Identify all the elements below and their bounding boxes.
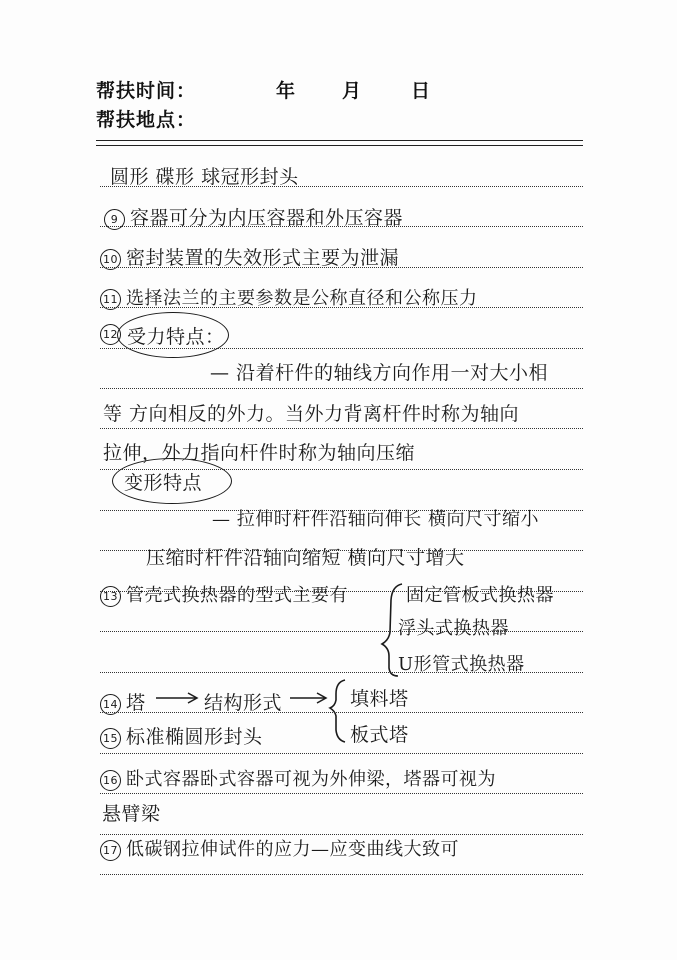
note-item-9	[104, 203, 403, 230]
note-text-structure: 结构形式	[204, 692, 283, 714]
note-item-10	[100, 243, 399, 270]
note-text-line: 压缩时杆件沿轴向缩短 横向尺寸增大	[146, 547, 465, 569]
note-text: 选择法兰的主要参数是公称直径和公称压力	[126, 288, 478, 309]
note-text: 密封装置的失效形式主要为泄漏	[126, 247, 400, 269]
ruled-line	[100, 428, 583, 429]
note-text: 标准椭圆形封头	[126, 726, 263, 748]
brace-icon	[330, 680, 345, 742]
ruled-line	[100, 753, 583, 754]
note-text: 容器可分为内压容器和外压容器	[130, 207, 404, 229]
note-item-17	[100, 835, 459, 861]
note-text: 管壳式换热器的型式主要有	[126, 585, 348, 606]
header-rule-bottom	[96, 145, 583, 146]
item-number: 9	[104, 209, 125, 230]
note-text-line: 等 方向相反的外力。当外力背离杆件时称为轴向	[103, 403, 520, 425]
note-text-line: 拉伸，外力指向杆件时称为轴向压缩	[103, 442, 416, 464]
exchanger-option: 浮头式换热器	[398, 618, 509, 639]
note-item-11	[100, 284, 478, 310]
note-text: 低碳钢拉伸试件的应力—应变曲线大致可	[126, 839, 459, 860]
ruled-line	[100, 388, 583, 389]
month-label: 月	[342, 80, 362, 102]
item-number: 12	[100, 324, 121, 345]
help-place-label: 帮扶地点：	[96, 109, 197, 131]
note-text-line: 悬臂梁	[102, 803, 161, 825]
item-number: 13	[100, 586, 121, 607]
note-item-13	[100, 581, 348, 607]
note-text: 卧式容器卧式容器可视为外伸梁，塔器可视为	[126, 769, 496, 790]
exchanger-option: 固定管板式换热器	[406, 585, 554, 606]
arrow-head-icon	[317, 693, 326, 703]
item-number: 15	[100, 728, 121, 749]
item-number: 16	[100, 770, 121, 791]
year-label: 年	[276, 80, 296, 102]
ruled-line	[100, 874, 583, 875]
item-number: 17	[100, 840, 121, 861]
ruled-line	[100, 631, 583, 632]
note-text: 塔	[126, 692, 146, 714]
note-item-14	[100, 688, 146, 715]
header-rule-top	[96, 140, 583, 141]
note-heading-force: 受力特点：	[127, 326, 225, 348]
note-text-line: — 拉伸时杆件沿轴向伸长 横向尺寸缩小	[212, 509, 539, 530]
tower-option: 填料塔	[350, 688, 409, 710]
exchanger-option: U形管式换热器	[398, 654, 525, 675]
item-number: 14	[100, 694, 121, 715]
ruled-line	[100, 793, 583, 794]
ruled-line	[100, 712, 583, 713]
note-item-15	[100, 722, 263, 749]
item-number: 11	[100, 289, 121, 310]
tower-option: 板式塔	[350, 724, 409, 746]
help-time-label: 帮扶时间：	[96, 80, 197, 102]
note-line-heads: 圆形 碟形 球冠形封头	[110, 166, 299, 188]
arrow-head-icon	[188, 693, 197, 703]
day-label: 日	[411, 80, 431, 102]
note-heading-deformation: 变形特点	[124, 472, 203, 494]
item-number: 10	[100, 249, 121, 270]
note-text-line: — 沿着杆件的轴线方向作用一对大小相	[210, 362, 549, 384]
note-item-16	[100, 765, 496, 791]
